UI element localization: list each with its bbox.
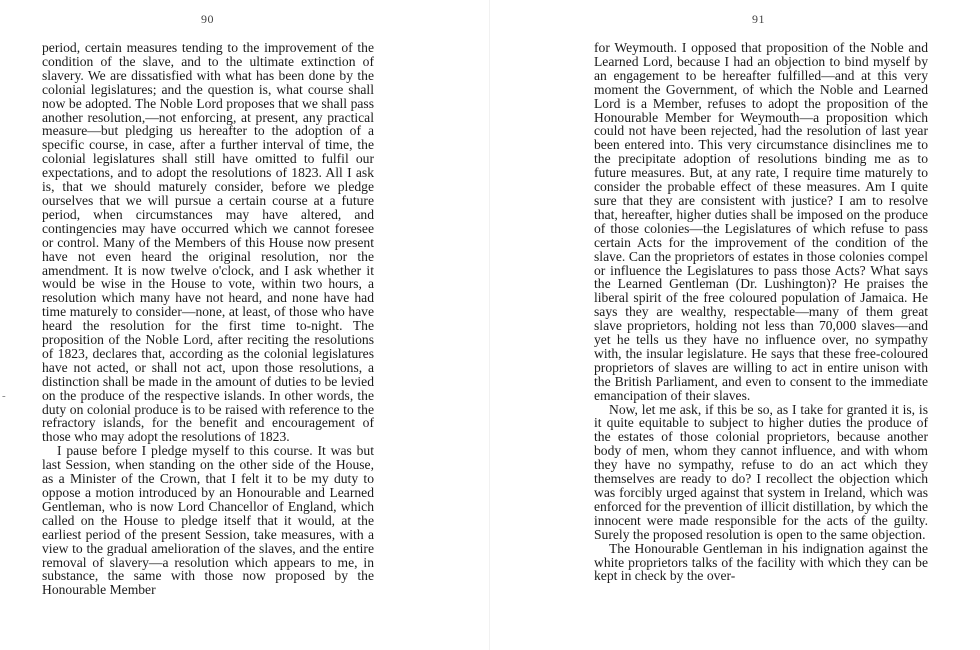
page-number-left: 90 xyxy=(201,12,214,26)
paragraph: The Honourable Gentleman in his indignation against the white proprietors talks of the facility with which they can be kept in check by the over- xyxy=(594,540,928,584)
margin-mark: - xyxy=(2,390,6,402)
left-page-text xyxy=(42,41,374,597)
right-page-text xyxy=(594,41,928,583)
paragraph: I pause before I pledge myself to this course. It was but last Session, when standing on the other side of the House, as a Minister of the Crown, that I felt it to be my duty to oppose a motion introduced by an Honourable and Learned Gentleman, who is now Lord Chancellor of England, which called on the House to pledge itself that it would, at the earliest period of the present Session, take measures, with a view to the gradual amelioration of the slaves, and the entire removal of slavery—a resolution which appears to me, in substance, the same with those now proposed by the Honourable Member xyxy=(42,443,374,598)
page-number-right: 91 xyxy=(752,12,765,26)
right-page xyxy=(490,0,980,650)
paragraph: Now, let me ask, if this be so, as I take for granted it is, is it quite equitable to subject to higher duties the produce of the estates of those colonial proprietors, because another body of men, whom they cannot influence, and with whom they have no sympathy, refuse to do an act which they themselves are ready to do? I recollect the objection which was forcibly urged against that system in Ireland, which was enforced for the prevention of illicit distillation, by which the innocent were made responsible for the acts of the guilty. Surely the proposed resolution is open to the same objection. xyxy=(594,401,928,542)
paragraph: period, certain measures tending to the improvement of the condition of the slave, and to the ultimate extinction of slavery. We are dissatisfied with what has been done by the colonial legislatures; and the question is, what course shall now be adopted. The Noble Lord proposes that we shall pass another resolution,—not enforcing, at present, any practical measure—but pledging us hereafter to the adoption of a specific course, in case, after a further interval of time, the colonial legislatures shall still have omitted to fulfil our expectations, and to adopt the resolutions of 1823. All I ask is, that we should maturely consider, before we pledge ourselves that we will pursue a certain course at a future period, when circumstances may have altered, and contingencies may have occurred which we cannot foresee or control. Many of the Members of this House now present have not even heard the original resolution, nor the amendment. It is now twelve o'clock, and I ask whether it would be wise in the House to vote, within two hours, a resolution which many have not heard, and none have had time maturely to consider—none, at least, of those who have heard the resolution for the first time to-night. The proposition of the Noble Lord, after reciting the resolutions of 1823, declares that, according as the colonial legislatures have not acted, or shall not act, upon those resolutions, a distinction shall be made in the amount of duties to be levied on the produce of the respective islands. In other words, the duty on colonial produce is to be raised with reference to the refractory islands, for the benefit and encouragement of those who may adopt the resolutions of 1823. xyxy=(42,40,374,445)
paragraph: for Weymouth. I opposed that proposition of the Noble and Learned Lord, because I had an objection to bind myself by an engagement to be hereafter fulfilled—and at this very moment the Government, of which the Noble and Learned Lord is a Member, refuses to adopt the proposition of the Honourable Member for Weymouth—a proposition which could not have been rejected, had the resolution of last year been entered into. This very circumstance disinclines me to the precipitate adoption of resolutions binding me as to future measures. But, at any rate, I require time maturely to consider the probable effect of these measures. Am I quite sure that they are consistent with justice? I am to resolve that, hereafter, higher duties shall be imposed on the produce of those colonies—the Legislatures of which refuse to pass certain Acts for the improvement of the condition of the slave. Can the proprietors of estates in those colonies compel or influence the Legislatures to pass those Acts? What says the Learned Gentleman (Dr. Lushington)? He praises the liberal spirit of the free coloured population of Jamaica. He says they are wealthy, respectable—many of them great slave proprietors, holding not less than 70,000 slaves—and yet he tells us they have no influence over, no sympathy with, the insular legislature. He says that these free-coloured proprietors of slaves are willing to act in entire unison with the British Parliament, and even to consent to the immediate emancipation of their slaves. xyxy=(594,40,928,403)
